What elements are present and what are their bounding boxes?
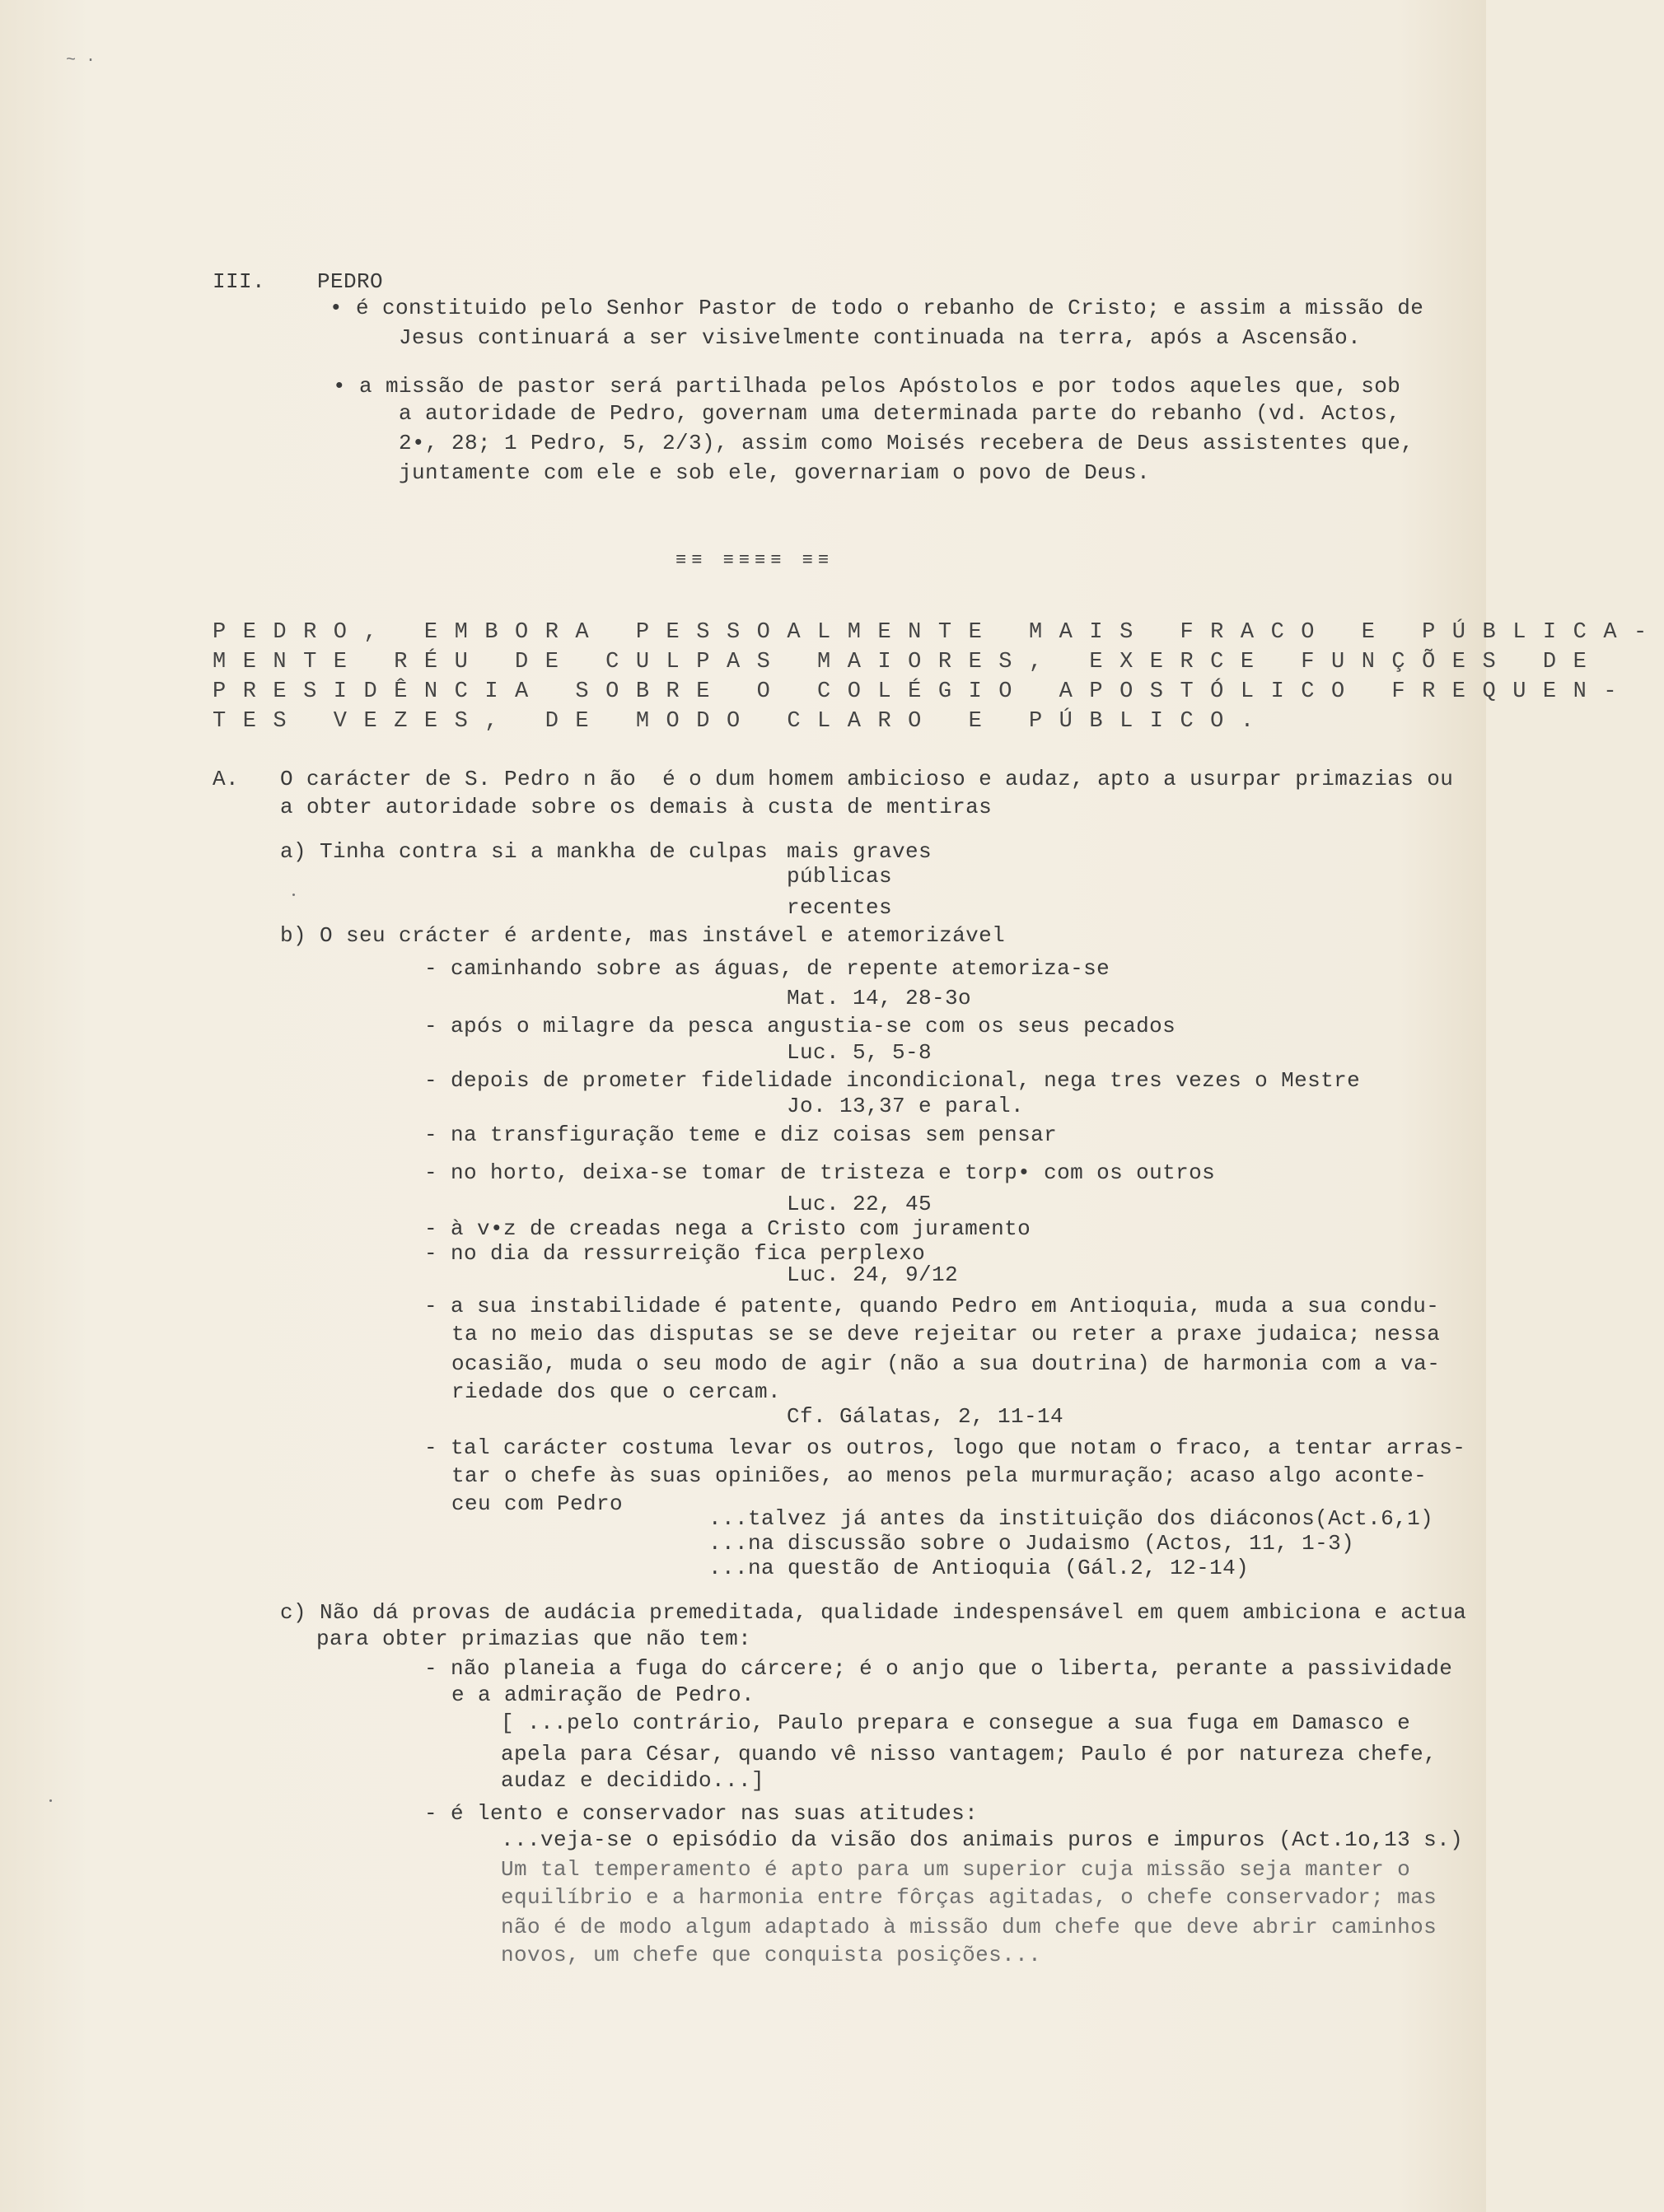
item-b: b) O seu crácter é ardente, mas instável e atemorizável: [280, 923, 1006, 948]
thesis-line: MENTE RÉU DE CULPAS MAIORES, EXERCE FUNÇÕES DE: [213, 650, 1604, 674]
item-a-list: recentes: [787, 895, 893, 920]
separator: ≡≡ ≡≡≡≡ ≡≡: [675, 550, 834, 571]
b-ref: Cf. Gálatas, 2, 11-14: [787, 1404, 1064, 1429]
section-title: PEDRO: [317, 269, 384, 294]
b-item: - no dia da ressurreição fica perplexo: [424, 1241, 926, 1266]
intro-line: • é constituido pelo Senhor Pastor de todo o rebanho de Cristo; e assim a missão de: [330, 296, 1424, 320]
c-note: Um tal temperamento é apto para um superior cuja missão seja manter o: [501, 1857, 1411, 1882]
b-item-cont: ceu com Pedro: [451, 1491, 624, 1516]
thesis-line: PRESIDÊNCIA SOBRE O COLÉGIO APOSTÓLICO FREQUEN-: [213, 679, 1634, 704]
b-item: - tal carácter costuma levar os outros, logo que notam o fraco, a tentar arras-: [424, 1435, 1466, 1460]
intro-line: • a missão de pastor será partilhada pelos Apóstolos e por todos aqueles que, sob: [333, 374, 1401, 399]
item-c: c) Não dá provas de audácia premeditada, qualidade indespensável em quem ambiciona e actua: [280, 1600, 1467, 1625]
stray-dot: [292, 894, 295, 896]
intro-line: juntamente com ele e sob ele, governariam o povo de Deus.: [399, 460, 1151, 485]
item-c-cont: para obter primazias que não tem:: [316, 1626, 752, 1651]
stray-mark: ~ ·: [66, 51, 96, 70]
item-a-list: públicas: [787, 864, 893, 889]
b-item-cont: tar o chefe às suas opiniões, ao menos pela murmuração; acaso algo aconte-: [451, 1463, 1428, 1488]
b-item: - à v•z de creadas nega a Cristo com juramento: [424, 1216, 1031, 1241]
b-ref: Luc. 22, 45: [787, 1192, 932, 1216]
c-note: audaz e decidido...]: [501, 1768, 765, 1793]
c-note: novos, um chefe que conquista posições...: [501, 1943, 1042, 1967]
c-item: - é lento e conservador nas suas atitudes:: [424, 1801, 979, 1826]
part-a-label: A.: [213, 767, 240, 791]
b-ref: Jo. 13,37 e paral.: [787, 1094, 1025, 1118]
b-ref: Luc. 5, 5-8: [787, 1040, 932, 1065]
thesis-line: TES VEZES, DE MODO CLARO E PÚBLICO.: [213, 709, 1271, 734]
item-a: a) Tinha contra si a mankha de culpas: [280, 839, 769, 864]
c-note: não é de modo algum adaptado à missão dum chefe que deve abrir caminhos: [501, 1915, 1437, 1939]
b-sub-ref: ...na discussão sobre o Judaismo (Actos, 11, 1-3): [708, 1531, 1355, 1556]
b-item-cont: ocasião, muda o seu modo de agir (não a sua doutrina) de harmonia com a va-: [451, 1351, 1441, 1376]
part-a-heading: O carácter de S. Pedro n ão é o dum homem ambicioso e audaz, apto a usurpar primazias ou: [280, 767, 1454, 791]
section-number: III.: [213, 269, 266, 294]
intro-line: Jesus continuará a ser visivelmente continuada na terra, após a Ascensão.: [399, 325, 1362, 350]
c-item: - não planeia a fuga do cárcere; é o anjo que o liberta, perante a passividade: [424, 1656, 1453, 1681]
b-item: - depois de prometer fidelidade incondicional, nega tres vezes o Mestre: [424, 1068, 1361, 1093]
item-a-list: mais graves: [787, 839, 932, 864]
part-a-heading: a obter autoridade sobre os demais à custa de mentiras: [280, 795, 993, 819]
c-note: apela para César, quando vê nisso vantagem; Paulo é por natureza chefe,: [501, 1742, 1437, 1766]
thesis-line: PEDRO, EMBORA PESSOALMENTE MAIS FRACO E PÚBLICA-: [213, 620, 1664, 645]
b-item: - na transfiguração teme e diz coisas sem pensar: [424, 1122, 1058, 1147]
b-item: - no horto, deixa-se tomar de tristeza e torp• com os outros: [424, 1160, 1216, 1185]
b-ref: Luc. 24, 9/12: [787, 1262, 959, 1287]
c-note: [ ...pelo contrário, Paulo prepara e consegue a sua fuga em Damasco e: [501, 1710, 1411, 1735]
stray-dot: [49, 1799, 52, 1802]
b-sub-ref: ...talvez já antes da instituição dos diáconos(Act.6,1): [708, 1506, 1434, 1531]
b-sub-ref: ...na questão de Antioquia (Gál.2, 12-14): [708, 1556, 1250, 1580]
c-item-cont: e a admiração de Pedro.: [451, 1682, 755, 1707]
b-item: - caminhando sobre as águas, de repente atemoriza-se: [424, 956, 1110, 981]
b-item: - após o milagre da pesca angustia-se com os seus pecados: [424, 1014, 1176, 1038]
b-item-cont: riedade dos que o cercam.: [451, 1379, 782, 1404]
c-note: equilíbrio e a harmonia entre fôrças agitadas, o chefe conservador; mas: [501, 1885, 1437, 1910]
b-ref: Mat. 14, 28-3o: [787, 986, 972, 1010]
b-item: - a sua instabilidade é patente, quando Pedro em Antioquia, muda a sua condu-: [424, 1294, 1440, 1318]
c-note: ...veja-se o episódio da visão dos animais puros e impuros (Act.1o,13 s.): [501, 1827, 1464, 1852]
intro-line: 2•, 28; 1 Pedro, 5, 2/3), assim como Moisés recebera de Deus assistentes que,: [399, 431, 1414, 455]
b-item-cont: ta no meio das disputas se se deve rejeitar ou reter a praxe judaica; nessa: [451, 1322, 1441, 1346]
intro-line: a autoridade de Pedro, governam uma determinada parte do rebanho (vd. Actos,: [399, 401, 1401, 426]
